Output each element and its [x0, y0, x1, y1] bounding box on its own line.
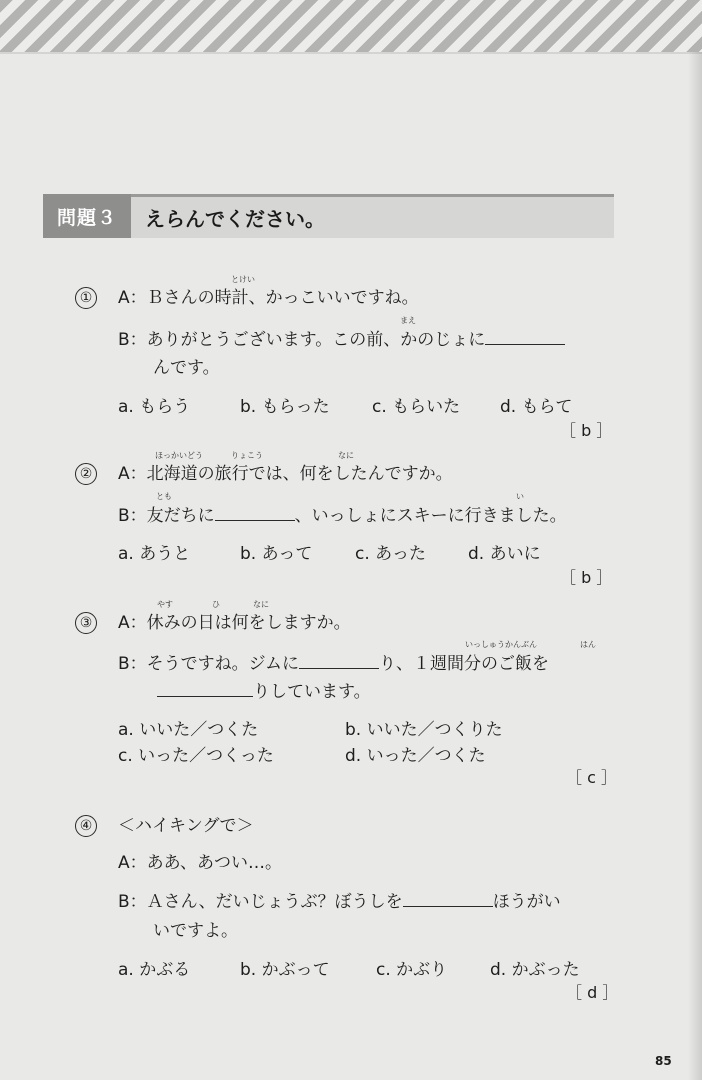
- dialogue-text: B：Ａさん、だいじょうぶ？ぼうしを: [118, 892, 403, 912]
- question-number: ②: [75, 463, 97, 485]
- dialogue-text: B：ありがとうございます。この前、かのじょに: [118, 330, 486, 350]
- page-number: 85: [655, 1054, 672, 1068]
- section-title: えらんでください。: [145, 207, 325, 231]
- stripe-band-edge: [0, 52, 702, 54]
- choice-d[interactable]: d. もらて: [500, 397, 573, 417]
- choice-c[interactable]: c. いった／つくった: [118, 746, 274, 766]
- answer-key: ［ b ］: [560, 568, 613, 587]
- choice-b[interactable]: b. かぶって: [240, 960, 330, 980]
- answer-key: ［ d ］: [566, 983, 619, 1002]
- dialogue-text: 、いっしょにスキーに行きました。: [294, 506, 567, 526]
- answer-blank: [403, 890, 493, 907]
- furigana: とけい: [231, 275, 255, 284]
- answer-blank: [215, 504, 295, 521]
- dialogue-line: [118, 328, 565, 351]
- furigana: いっしゅうかんぶん: [465, 640, 537, 649]
- dialogue-line: [118, 504, 567, 527]
- choice-c[interactable]: c. かぶり: [376, 960, 448, 980]
- dialogue-text: B：そうですね。ジムに: [118, 654, 299, 674]
- furigana: なに: [338, 451, 354, 460]
- answer-key: ［ b ］: [560, 421, 613, 440]
- dialogue-line: A：ああ、あつい…。: [118, 853, 282, 873]
- dialogue-text: B：友だちに: [118, 506, 215, 526]
- question-number: ④: [75, 815, 97, 837]
- furigana: とも: [156, 492, 172, 501]
- dialogue-line: A：Ｂさんの時計、かっこいいですね。: [118, 288, 419, 308]
- furigana: まえ: [400, 316, 416, 325]
- furigana: なに: [253, 600, 269, 609]
- choice-a[interactable]: a. もらう: [118, 397, 191, 417]
- furigana: はん: [580, 640, 596, 649]
- question-number: ③: [75, 612, 97, 634]
- furigana: い: [516, 492, 524, 501]
- dialogue-line: んです。: [153, 358, 220, 378]
- decorative-stripe-band: [0, 0, 702, 52]
- choice-b[interactable]: b. いいた／つくりた: [345, 720, 503, 740]
- dialogue-line: [157, 680, 371, 703]
- choice-d[interactable]: d. あいに: [468, 544, 541, 564]
- section-header: [43, 194, 614, 238]
- choice-a[interactable]: a. かぶる: [118, 960, 191, 980]
- choice-c[interactable]: c. もらいた: [372, 397, 461, 417]
- answer-blank: [485, 328, 565, 345]
- furigana: やす: [157, 600, 173, 609]
- dialogue-line: A：北海道の旅行では、何をしたんですか。: [118, 464, 453, 484]
- furigana: ほっかいどう: [155, 451, 203, 460]
- choice-d[interactable]: d. かぶった: [490, 960, 580, 980]
- question-number: ①: [75, 287, 97, 309]
- page-edge-shadow: [688, 52, 702, 1080]
- choice-d[interactable]: d. いった／つくた: [345, 746, 486, 766]
- choice-c[interactable]: c. あった: [355, 544, 426, 564]
- furigana: りょこう: [231, 451, 263, 460]
- answer-blank: [157, 680, 253, 697]
- choice-b[interactable]: b. もらった: [240, 397, 330, 417]
- dialogue-line: いですよ。: [153, 921, 238, 941]
- answer-blank: [299, 652, 379, 669]
- furigana: ひ: [212, 600, 220, 609]
- answer-key: ［ c ］: [566, 768, 617, 787]
- section-tag: 問題３: [43, 194, 131, 238]
- dialogue-text: り、１週間分のご飯を: [378, 654, 549, 674]
- dialogue-line: A：休みの日は何をしますか。: [118, 613, 351, 633]
- dialogue-text: りしています。: [253, 682, 371, 702]
- choice-b[interactable]: b. あって: [240, 544, 313, 564]
- dialogue-text: ほうがい: [492, 892, 561, 912]
- choice-a[interactable]: a. あうと: [118, 544, 191, 564]
- dialogue-line: [118, 652, 549, 675]
- choice-a[interactable]: a. いいた／つくた: [118, 720, 259, 740]
- dialogue-line: [118, 890, 561, 913]
- dialogue-line: ＜ハイキングで＞: [118, 816, 254, 836]
